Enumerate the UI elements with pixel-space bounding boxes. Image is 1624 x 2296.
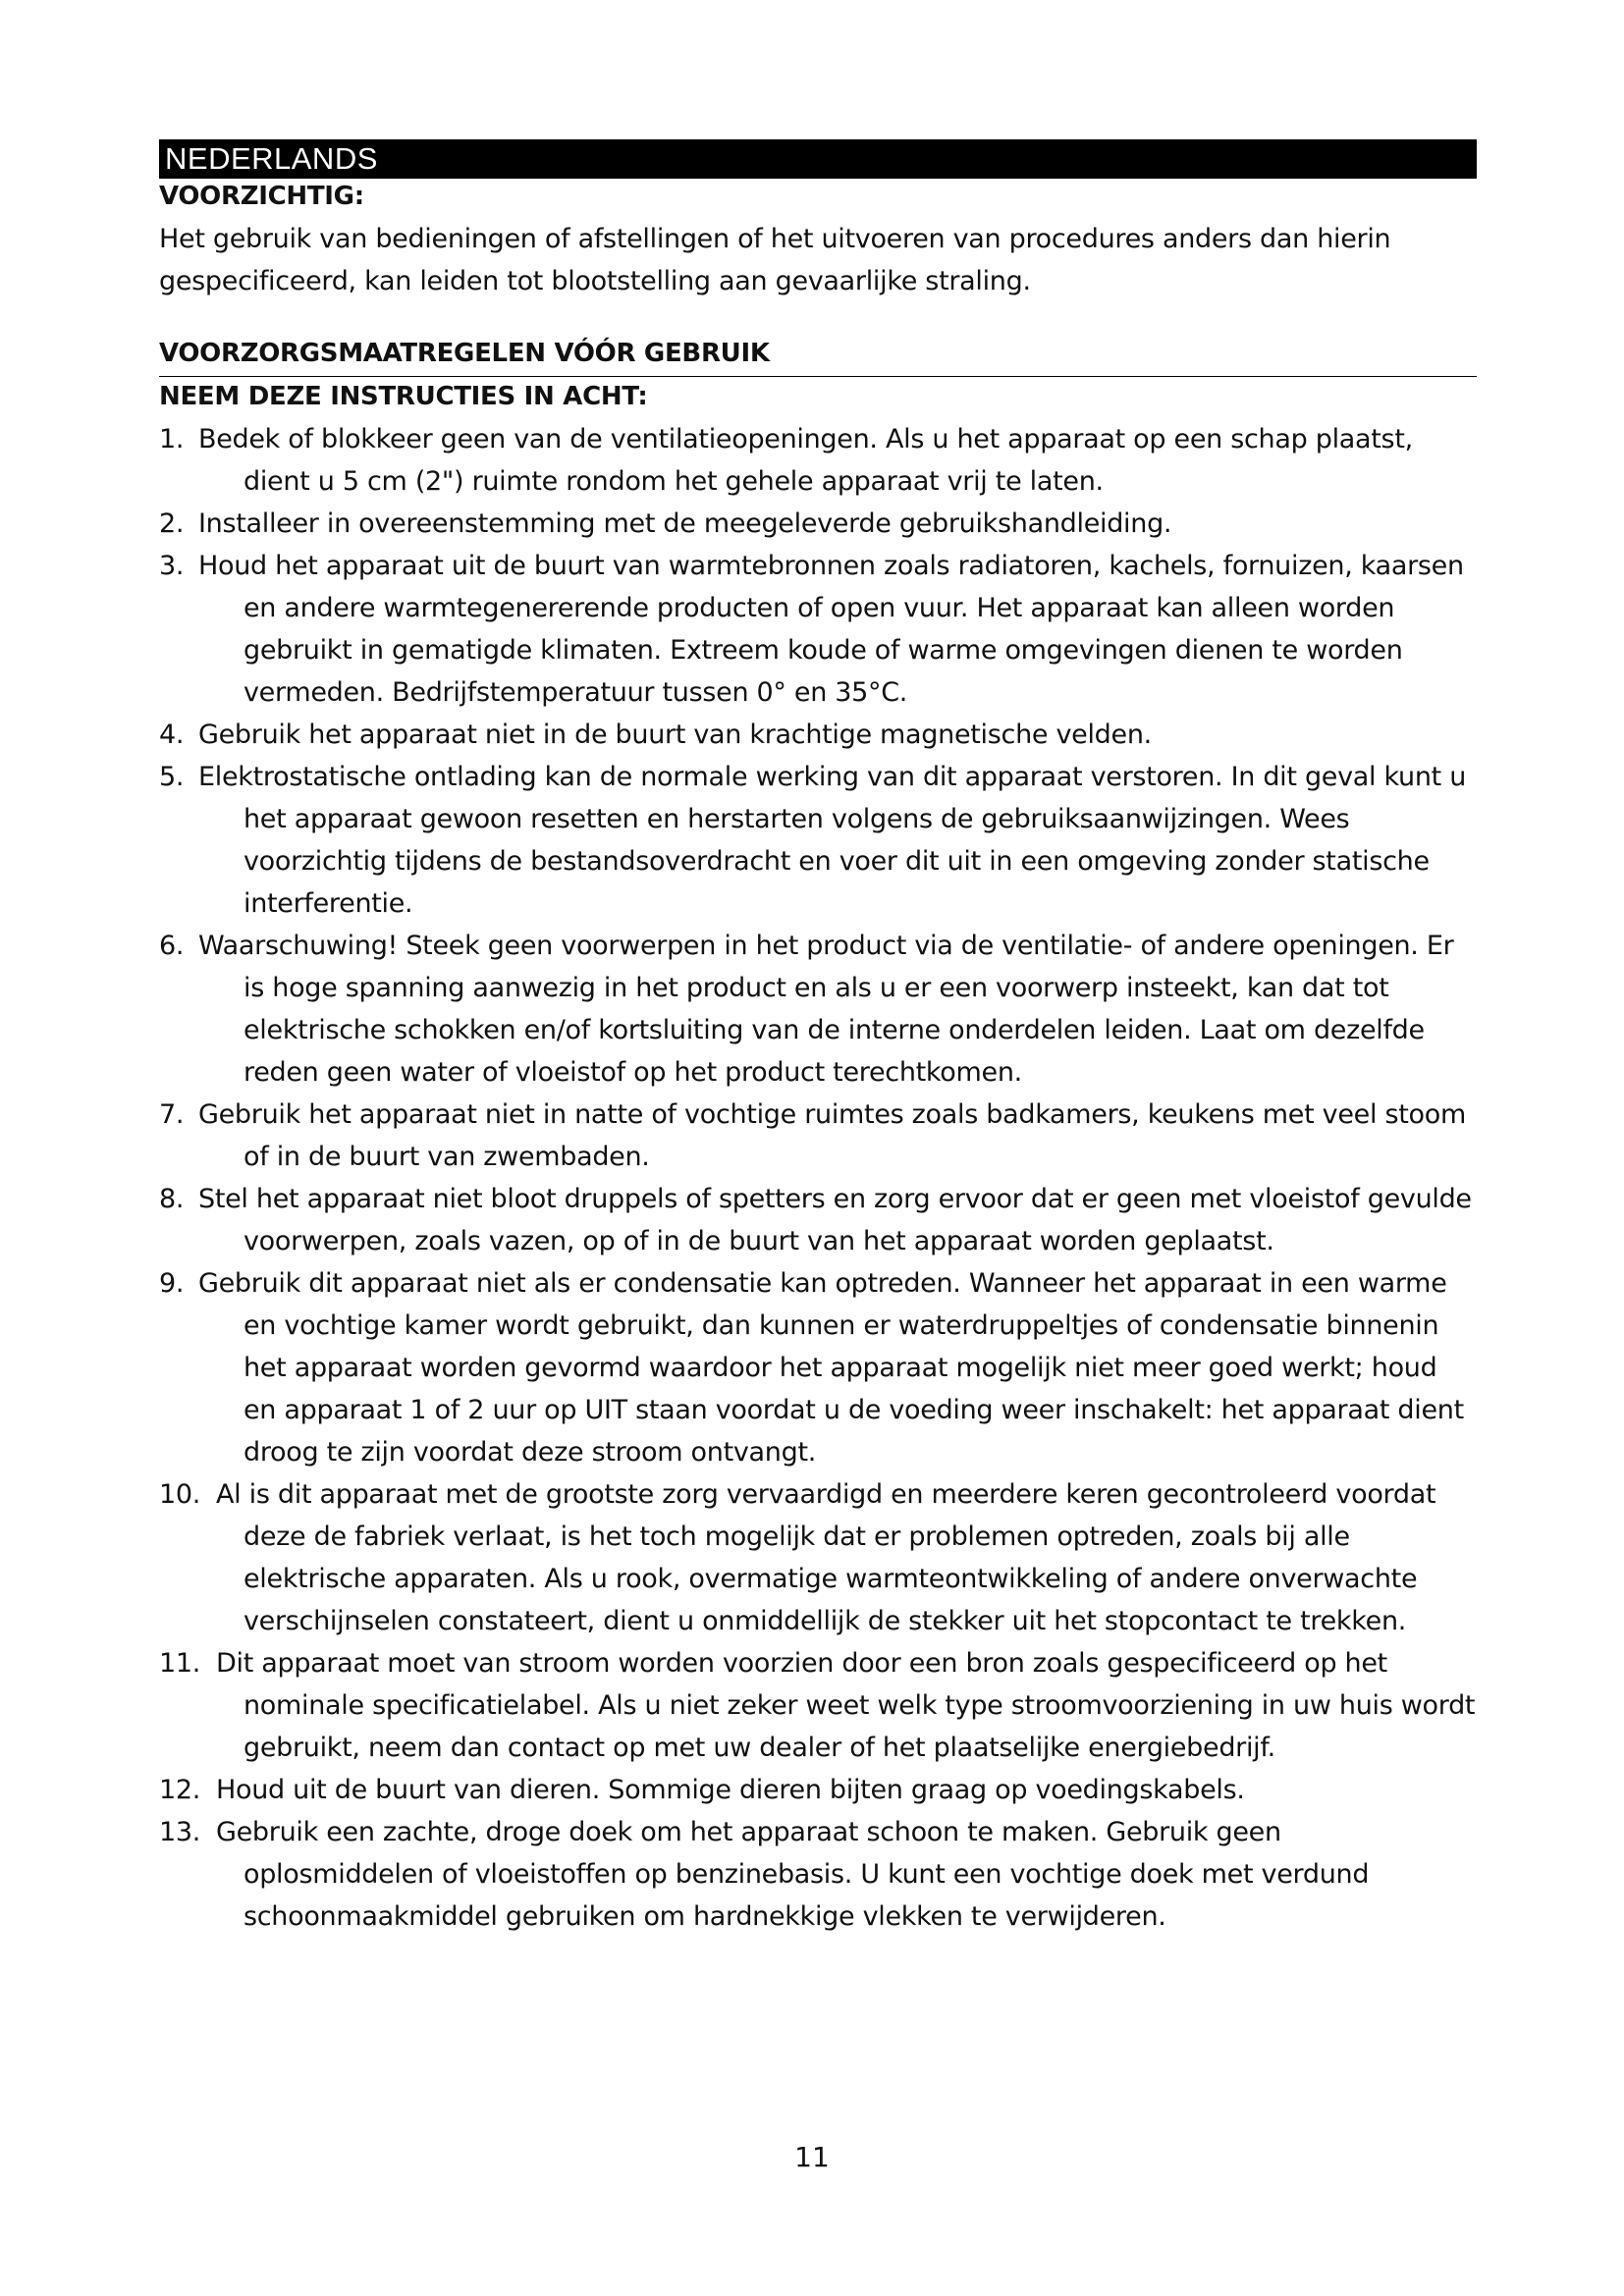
list-item-number: 3.	[159, 551, 185, 581]
precautions-list	[159, 418, 1477, 1938]
list-item-text: Stel het apparaat niet bloot druppels of spetters en zorg ervoor dat er geen met vloeistof gevulde voorwerpen, zoals vazen, op of in de buurt van het apparaat worden geplaatst.	[198, 1184, 1472, 1256]
list-item-text: Houd het apparaat uit de buurt van warmtebronnen zoals radiatoren, kachels, fornuizen, kaarsen en andere warmtegenererende producten of open vuur. Het apparaat kan alleen worden gebruikt in gematigde klimaten. Extreem koude of warme omgevingen dienen te worden vermeden. Bedrijfstemperatuur tussen 0° en 35°C.	[198, 551, 1464, 708]
list-item-text: Al is dit apparaat met de grootste zorg vervaardigd en meerdere keren gecontroleerd voordat deze de fabriek verlaat, is het toch mogelijk dat er problemen optreden, zoals bij alle elektrische apparaten. Als u rook, overmatige warmteontwikkeling of andere onverwachte verschijnselen constateert, dient u onmiddellijk de stekker uit het stopcontact te trekken.	[216, 1479, 1436, 1636]
page-number: 11	[794, 2141, 830, 2173]
list-item-number: 4.	[159, 720, 185, 750]
list-item-text: Gebruik dit apparaat niet als er condensatie kan optreden. Wanneer het apparaat in een warme en vochtige kamer wordt gebruikt, dan kunnen er waterdruppeltjes of condensatie binnenin het apparaat worden gevormd waardoor het apparaat mogelijk niet meer goed werkt; houd en apparaat 1 of 2 uur op UIT staan voordat u de voeding weer inschakelt: het apparaat dient droog te zijn voordat deze stroom ontvangt.	[198, 1268, 1464, 1468]
list-item	[159, 714, 1477, 756]
language-header-bar: NEDERLANDS	[159, 139, 1477, 179]
list-item-number: 11.	[159, 1648, 201, 1679]
list-item-number: 12.	[159, 1775, 201, 1805]
list-item-text: Elektrostatische ontlading kan de normale werking van dit apparaat verstoren. In dit geval kunt u het apparaat gewoon resetten en herstarten volgens de gebruiksaanwijzingen. Wees voorzichtig tijdens de bestandsoverdracht en voer dit uit in een omgeving zonder statische interferentie.	[198, 762, 1467, 919]
list-item	[159, 1642, 1477, 1769]
list-item	[159, 1094, 1477, 1178]
list-item-text: Waarschuwing! Steek geen voorwerpen in het product via de ventilatie- of andere openingen. Er is hoge spanning aanwezig in het product en als u er een voorwerp insteekt, kan dat tot elektrische schokken en/of kortsluiting van de interne onderdelen leiden. Laat om dezelfde reden geen water of vloeistof op het product terechtkomen.	[198, 931, 1454, 1088]
list-item	[159, 925, 1477, 1094]
list-item-text: Gebruik een zachte, droge doek om het apparaat schoon te maken. Gebruik geen oplosmiddelen of vloeistoffen op benzinebasis. U kunt een vochtige doek met verdund schoonmaakmiddel gebruiken om hardnekkige vlekken te verwijderen.	[216, 1817, 1370, 1932]
list-item-text: Houd uit de buurt van dieren. Sommige dieren bijten graag op voedingskabels.	[216, 1775, 1245, 1805]
caution-paragraph: Het gebruik van bedieningen of afstellingen of het uitvoeren van procedures anders dan hierin gespecificeerd, kan leiden tot blootstelling aan gevaarlijke straling.	[159, 224, 1391, 296]
list-item-number: 1.	[159, 424, 185, 454]
list-item	[159, 756, 1477, 925]
instructions-subheading: NEEM DEZE INSTRUCTIES IN ACHT:	[159, 382, 648, 411]
list-item-text: Bedek of blokkeer geen van de ventilatieopeningen. Als u het apparaat op een schap plaatst, dient u 5 cm (2") ruimte rondom het gehele apparaat vrij te laten.	[198, 424, 1413, 497]
list-item	[159, 1769, 1477, 1811]
list-item-number: 5.	[159, 762, 185, 792]
list-item	[159, 1178, 1477, 1262]
list-item-text: Installeer in overeenstemming met de meegeleverde gebruikshandleiding.	[198, 508, 1172, 539]
list-item	[159, 1811, 1477, 1938]
list-item-number: 2.	[159, 508, 185, 539]
list-item-text: Gebruik het apparaat niet in natte of vochtige ruimtes zoals badkamers, keukens met veel stoom of in de buurt van zwembaden.	[198, 1099, 1466, 1172]
list-item	[159, 503, 1477, 545]
list-item	[159, 1262, 1477, 1473]
list-item-text: Dit apparaat moet van stroom worden voorzien door een bron zoals gespecificeerd op het nominale specificatielabel. Als u niet zeker weet welk type stroomvoorziening in uw huis wordt gebruikt, neem dan contact op met uw dealer of het plaatselijke energiebedrijf.	[216, 1648, 1476, 1763]
list-item-number: 9.	[159, 1268, 185, 1299]
precautions-heading: VOORZORGSMAATREGELEN VÓÓR GEBRUIK	[159, 339, 770, 368]
list-item-number: 6.	[159, 931, 185, 961]
list-item-number: 8.	[159, 1184, 185, 1214]
list-item	[159, 418, 1477, 503]
list-item-text: Gebruik het apparaat niet in de buurt van krachtige magnetische velden.	[198, 720, 1152, 750]
list-item-number: 10.	[159, 1479, 201, 1510]
list-item	[159, 1473, 1477, 1642]
list-item-number: 13.	[159, 1817, 201, 1847]
list-item	[159, 545, 1477, 714]
list-item-number: 7.	[159, 1099, 185, 1130]
caution-heading: VOORZICHTIG:	[159, 182, 364, 211]
